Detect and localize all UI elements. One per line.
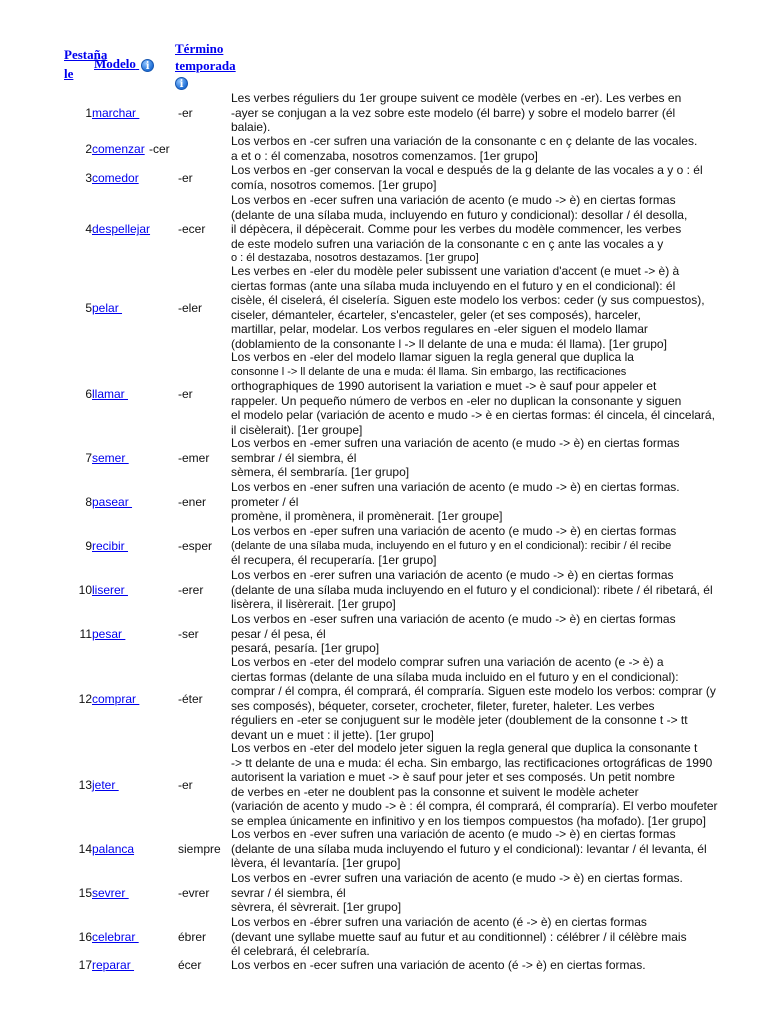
description-line: pesará, pesaría. [1er grupo] [231,641,380,655]
verb-description [231,612,761,656]
verb-description [231,915,761,959]
row-number: 16 [78,929,92,944]
col-header-termino[interactable] [175,42,236,90]
description-line: Los verbos en -erer sufren una variación de acento (e mudo -> è) en ciertas formas [231,568,674,582]
row-number: 6 [85,386,92,401]
verb-model-link[interactable]: celebrar [92,929,139,944]
description-line: él recupera, él recuperaría. [1er grupo] [231,553,437,567]
verb-ending: -esper [178,538,213,553]
description-line: devant un e muet : il jette). [1er grupo] [231,727,434,742]
description-line: Los verbos en -ecer sufren una variación de acento (e mudo -> è) en ciertas formas [231,193,676,207]
verb-ending: -er [178,170,193,185]
row-number: 14 [78,841,92,856]
row-number: 5 [85,300,92,315]
description-line: prometer / él [231,494,299,509]
description-line: comprar / él compra, él comprará, él compraría. Siguen este modelo los verbos: comprar (y [231,684,716,698]
description-line: rappeler. Un pequeño número de verbos en -eler no duplican la consonante y siguen [231,393,682,408]
verb-model-link[interactable]: comenzar [92,141,145,156]
verb-description [231,193,761,266]
col-header-modelo-label[interactable]: Modelo [94,56,136,71]
row-number: 13 [78,777,92,792]
verb-description [231,436,761,480]
verb-ending: -er [178,777,193,792]
row-number: 17 [78,958,92,973]
description-line: (delante de una sílaba muda incluyendo el futuro y el condicional): levantar / él levanta, él [231,841,707,856]
verb-description [231,741,761,828]
description-line: Los verbos en -eper sufren una variación de acento (e mudo -> è) en ciertas formas [231,524,677,538]
verb-description [231,134,761,163]
description-line: martillar, pelar, modelar. Los verbos regulares en -eler siguen el modelo llamar [231,322,648,336]
row-number: 3 [85,170,92,185]
description-line: Les verbes réguliers du 1er groupe suivent ce modèle (verbes en -er). Les verbes en [231,91,682,105]
description-line: consonne l -> ll delante de una e muda: él llama. Sin embargo, las rectificaciones [231,365,627,378]
description-line: o : él destazaba, nosotros destazamos. [1er grupo] [231,252,479,264]
verb-model-link[interactable]: semer [92,450,129,465]
verb-ending: ébrer [178,929,207,944]
description-line: sembrar / él siembra, él [231,450,357,465]
description-line: ciertas formas (ante una sílaba muda incluyendo en el futuro y en el condicional): él [231,278,676,293]
description-line: él celebrará, él celebraría. [231,944,370,958]
verb-description [231,958,761,973]
description-line: (delante de una sílaba muda, incluyendo en el futuro y en el condicional): recibir / él recibe [231,539,672,552]
description-line: comía, nosotros comemos. [1er grupo] [231,177,437,192]
description-line: Los verbos en -cer sufren una variación de la consonante c en ç delante de las vocales. [231,134,698,148]
verb-description [231,524,761,568]
verb-model-link[interactable]: pelar [92,300,123,315]
description-line: -> tt delante de una e muda: él echa. Sin embargo, las rectificaciones ortográficas de 1990 [231,755,713,770]
description-line: il cisèlerait). [1er groupe] [231,422,363,437]
verb-ending: -erer [178,582,204,597]
verb-ending: -er [178,386,193,401]
description-line: ciseler, démanteler, écarteler, s'encasteler, geler (et ses composés), harceler, [231,307,641,322]
verb-ending: -eler [178,300,203,315]
verb-ending: -cer [149,141,170,156]
verb-model-link[interactable]: pesar [92,626,126,641]
description-line: Los verbos en -eser sufren una variación de acento (e mudo -> è) en ciertas formas [231,612,676,626]
verb-description [231,163,761,192]
description-line: ses composés), béqueter, corseter, crocheter, fileter, fureter, haleter. Les verbes [231,698,655,713]
verb-ending: -evrer [178,885,210,900]
description-line: réguliers en -eter se conjuguent sur le modèle jeter (doublement de la consonne t -> tt [231,713,688,727]
description-line: promène, il promènera, il promènerait. [1er groupe] [231,509,503,523]
row-number: 8 [85,494,92,509]
description-line: (variación de acento y mudo -> è : él compra, él comprará, él compraría). El verbo moufeter [231,799,718,813]
description-line: orthographiques de 1990 autorisent la variation e muet -> è sauf pour appeler et [231,379,657,393]
description-line: (doblamiento de la consonante l -> ll delante de una e muda: él llama). [1er grupo] [231,336,667,351]
description-line: Los verbos en -eter del modelo jeter siguen la regla general que duplica la consonante t [231,741,698,755]
description-line: el modelo pelar (variación de acento e mudo -> è en ciertas formas: él cincela, él cincelará, [231,408,715,422]
col-header-pestana-line2-wrap[interactable] [64,67,73,80]
verb-ending: -ser [178,626,199,641]
description-line: autorisent la variation e muet -> è sauf pour jeter et ses composés. Un petit nombre [231,770,675,784]
description-line: Los verbos en -eter del modelo comprar sufren una variación de acento (e -> è) a [231,655,664,669]
verb-model-link[interactable]: marchar [92,105,140,120]
col-header-termino-line1[interactable]: Término [175,41,224,56]
info-icon[interactable]: i [175,77,188,90]
description-line: lèvera, él levantaría. [1er grupo] [231,856,401,870]
description-line: de este modelo sufren una variación de la consonante c en ç ante las vocales a y [231,236,664,251]
row-number: 10 [78,582,92,597]
description-line: (delante de una sílaba muda incluyendo en el futuro y el condicional): ribete / él ribetará, él [231,582,713,597]
row-number: 9 [85,538,92,553]
description-line: Los verbos en -ébrer sufren una variación de acento (é -> è) en ciertas formas [231,915,647,929]
description-line: a et o : él comenzaba, nosotros comenzamos. [1er grupo] [231,148,538,163]
description-line: balaie). [231,120,271,134]
description-line: sèvrera, él sèvrerait. [1er grupo] [231,900,402,914]
verb-ending: -emer [178,450,210,465]
verb-description [231,827,761,871]
verb-description [231,655,761,742]
row-number: 2 [85,141,92,156]
verb-description [231,480,761,524]
row-number: 11 [79,626,92,641]
description-line: sevrar / él siembra, él [231,885,346,900]
verb-ending: -ener [178,494,207,509]
description-line: (delante de una sílaba muda, incluyendo en futuro y condicional): desollar / él desolla, [231,207,688,222]
row-number: 1 [85,105,92,120]
description-line: Los verbos en -eler del modelo llamar siguen la regla general que duplica la [231,350,634,364]
row-number: 12 [78,691,92,706]
description-line: Les verbes en -eler du modèle peler subissent une variation d'accent (e muet -> è) à [231,264,680,278]
verb-model-link[interactable]: pasear [92,494,133,509]
verb-description [231,350,761,437]
description-line: ciertas formas (delante de una sílaba muda incluido en el futuro y en el condicional): [231,669,679,684]
description-line: Los verbos en -ecer sufren una variación de acento (é -> è) en ciertas formas. [231,958,646,972]
description-line: Los verbos en -evrer sufren una variación de acento (e mudo -> è) en ciertas formas. [231,871,683,885]
verb-model-link[interactable]: recibir [92,538,129,553]
verb-model-link[interactable]: jeter [92,777,119,792]
verb-model-link[interactable]: despellejar [92,222,151,237]
col-header-pestana-line2[interactable]: le [64,66,74,81]
verb-model-link[interactable]: sevrer [92,885,129,900]
verb-description [231,91,761,135]
verb-description [231,871,761,915]
verb-ending: -er [178,105,193,120]
verb-model-link[interactable]: liserer [92,582,129,597]
verb-model-link[interactable]: llamar [92,386,129,401]
row-number: 15 [78,885,92,900]
verb-model-link[interactable]: comedor [92,170,139,185]
description-line: Los verbos en -emer sufren una variación de acento (e mudo -> è) en ciertas formas [231,436,680,450]
col-header-termino-line2[interactable]: temporada [175,58,236,73]
verb-ending: écer [178,958,202,973]
verb-description [231,264,761,351]
verb-ending: -ecer [178,222,206,237]
row-number: 4 [85,222,92,237]
description-line: Los verbos en -ever sufren una variación de acento (e mudo -> è) en ciertas formas [231,827,676,841]
row-number: 7 [85,450,92,465]
description-line: sèmera, él sembraría. [1er grupo] [231,465,410,479]
verb-ending: -éter [178,691,203,706]
description-line: lisèrera, il lisèrerait. [1er grupo] [231,597,396,611]
description-line: de verbes en -eter ne doublent pas la consonne et suivent le modèle acheter [231,784,639,799]
description-line: cisèle, él ciselerá, él ciselería. Siguen este modelo los verbos: ceder (y sus compuestos), [231,293,705,307]
description-line: (devant une syllabe muette sauf au futur et au conditionnel) : célébrer / il célèbre mais [231,929,687,944]
verb-description [231,568,761,612]
description-line: pesar / él pesa, él [231,626,326,641]
verb-ending: siempre [178,841,221,856]
description-line: se emplea únicamente en infinitivo y en los tiempos compuestos (ha mofado). [1er grupo] [231,813,706,828]
description-line: il dépècera, il dépècerait. Comme pour les verbes du modèle commencer, les verbes [231,222,682,236]
verb-model-link[interactable]: palanca [92,841,135,856]
description-line: Los verbos en -ener sufren una variación de acento (e mudo -> è) en ciertas formas. [231,480,680,494]
info-icon[interactable]: i [141,59,154,72]
description-line: Los verbos en -ger conservan la vocal e después de la g delante de las vocales a y o : él [231,163,703,177]
col-header-pestana-line1[interactable]: Pestaña [64,47,108,62]
verb-model-link[interactable]: reparar [92,958,135,973]
description-line: -ayer se conjugan a la vez sobre este modelo (él barre) y sobre el modelo barrer (él [231,105,676,120]
col-header-modelo[interactable] [94,57,154,72]
verb-model-link[interactable]: comprar [92,691,140,706]
